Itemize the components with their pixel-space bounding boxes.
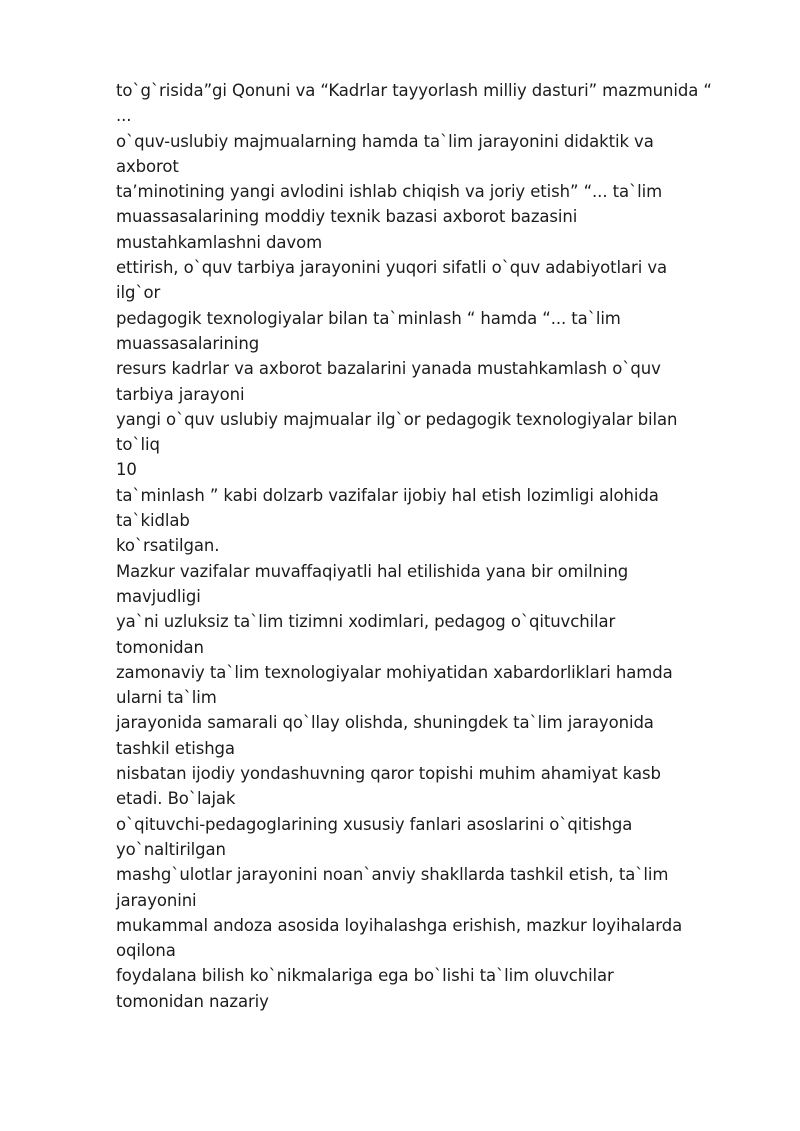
text-line: zamonaviy ta`lim texnologiyalar mohiyatidan xabardorliklari hamda — [116, 662, 673, 682]
text-line: oqilona — [116, 941, 176, 961]
text-line: nisbatan ijodiy yondashuvning qaror topishi muhim ahamiyat kasb — [116, 764, 661, 784]
text-line: tarbiya jarayoni — [116, 384, 245, 404]
text-line: jarayonini — [116, 890, 197, 910]
text-line: tomonidan nazariy — [116, 991, 269, 1011]
text-line: yo`naltirilgan — [116, 839, 226, 859]
text-line: tomonidan — [116, 637, 204, 657]
text-line: foydalana bilish ko`nikmalariga ega bo`lishi ta`lim oluvchilar — [116, 966, 614, 986]
text-line: etadi. Bo`lajak — [116, 789, 236, 809]
text-line: mashg`ulotlar jarayonini noan`anviy shakllarda tashkil etish, ta`lim — [116, 865, 669, 885]
text-line: to`g`risida”gi Qonuni va “Kadrlar tayyorlash milliy dasturi” mazmunida “ — [116, 81, 712, 100]
text-line: yangi o`quv uslubiy majmualar ilg`or pedagogik texnologiyalar bilan — [116, 409, 678, 429]
text-line: ta’minotining yangi avlodini ishlab chiqish va joriy etish” “... ta`lim — [116, 182, 663, 202]
text-line: resurs kadrlar va axborot bazalarini yanada mustahkamlash o`quv — [116, 359, 661, 379]
text-line: tashkil etishga — [116, 738, 235, 758]
text-line: ... — [116, 106, 132, 126]
text-line: mukammal andoza asosida loyihalashga erishish, mazkur loyihalarda — [116, 915, 683, 935]
text-line: ko`rsatilgan. — [116, 536, 220, 556]
text-line: to`liq — [116, 435, 160, 455]
text-line: ettirish, o`quv tarbiya jarayonini yuqori sifatli o`quv adabiyotlari va — [116, 258, 668, 278]
text-line: ilg`or — [116, 283, 161, 303]
text-line: muassasalarining moddiy texnik bazasi axborot bazasini — [116, 207, 578, 227]
text-line: ta`kidlab — [116, 511, 190, 531]
text-line: axborot — [116, 156, 179, 176]
text-line: pedagogik texnologiyalar bilan ta`minlash “ hamda “... ta`lim — [116, 308, 621, 328]
text-line: ta`minlash ” kabi dolzarb vazifalar ijobiy hal etish lozimligi alohida — [116, 485, 659, 505]
text-line: ya`ni uzluksiz ta`lim tizimni xodimlari, pedagog o`qituvchilar — [116, 612, 616, 632]
text-line: ularni ta`lim — [116, 688, 217, 708]
page-number: 10 — [116, 460, 137, 480]
text-line: mavjudligi — [116, 586, 201, 606]
text-line: mustahkamlashni davom — [116, 232, 323, 252]
text-line: jarayonida samarali qo`llay olishda, shuningdek ta`lim jarayonida — [116, 713, 654, 733]
text-line: o`qituvchi-pedagoglarining xususiy fanlari asoslarini o`qitishga — [116, 814, 633, 834]
text-line: Mazkur vazifalar muvaffaqiyatli hal etilishida yana bir omilning — [116, 561, 629, 581]
text-line: o`quv-uslubiy majmualarning hamda ta`lim jarayonini didaktik va — [116, 131, 654, 151]
body-text — [116, 78, 756, 1014]
text-line: muassasalarining — [116, 333, 260, 353]
